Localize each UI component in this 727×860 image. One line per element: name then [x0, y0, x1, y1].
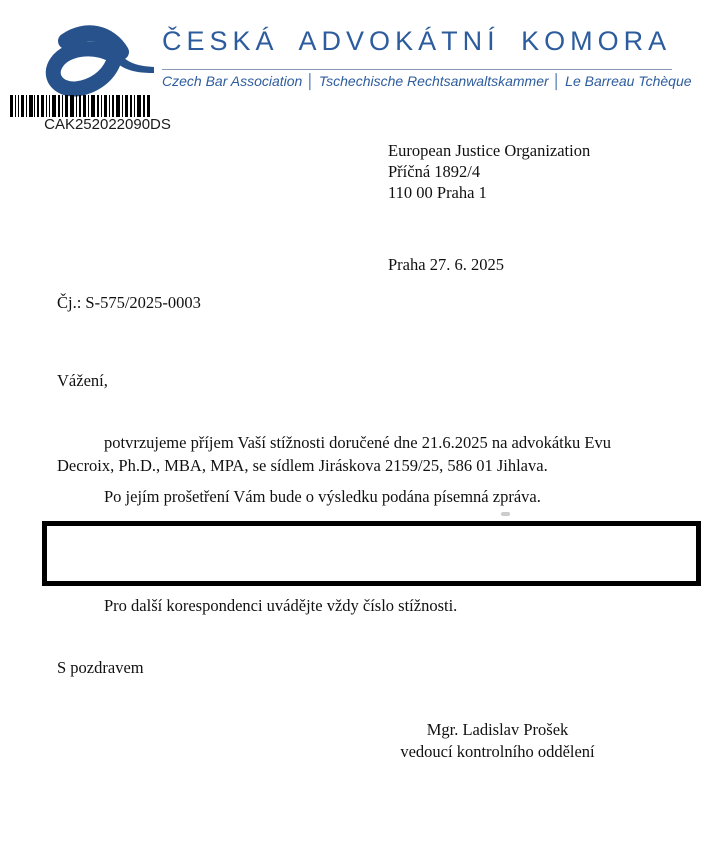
scan-artifact-mark [501, 512, 510, 516]
recipient-line: 110 00 Praha 1 [388, 183, 487, 202]
signature-block [390, 719, 605, 762]
barcode [10, 95, 152, 117]
barcode-label: CAK252022090DS [44, 116, 171, 133]
signature-title: vedoucí kontrolního oddělení [400, 741, 595, 761]
recipient-line: Příčná 1892/4 [388, 162, 481, 181]
salutation: Vážení, [57, 371, 108, 390]
dateline: Praha 27. 6. 2025 [388, 255, 504, 274]
org-name: ČESKÁ ADVOKÁTNÍ KOMORA [162, 26, 672, 56]
body-paragraph-1: potvrzujeme příjem Vaší stížnosti doručené dne 21.6.2025 na advokátku Evu Decroix, Ph.D., MBA, MPA, se sídlem Jiráskova 2159/25, 586 01 Jihlava. [57, 433, 611, 475]
redaction-box [42, 521, 701, 586]
body-paragraph-2: Po jejím prošetření Vám bude o výsledku podána písemná zpráva. [104, 487, 541, 506]
reference-number: Čj.: S-575/2025-0003 [57, 293, 201, 312]
header-divider [162, 69, 672, 70]
recipient-line: European Justice Organization [388, 141, 591, 160]
body-paragraph-3: Pro další korespondenci uvádějte vždy číslo stížnosti. [104, 596, 458, 615]
org-subtitle: Czech Bar Association │ Tschechische Rechtsanwaltskammer │ Le Barreau Tchèque [162, 73, 692, 89]
signature-name: Mgr. Ladislav Prošek [426, 720, 569, 739]
closing: S pozdravem [57, 658, 144, 677]
recipient-address [388, 140, 590, 203]
